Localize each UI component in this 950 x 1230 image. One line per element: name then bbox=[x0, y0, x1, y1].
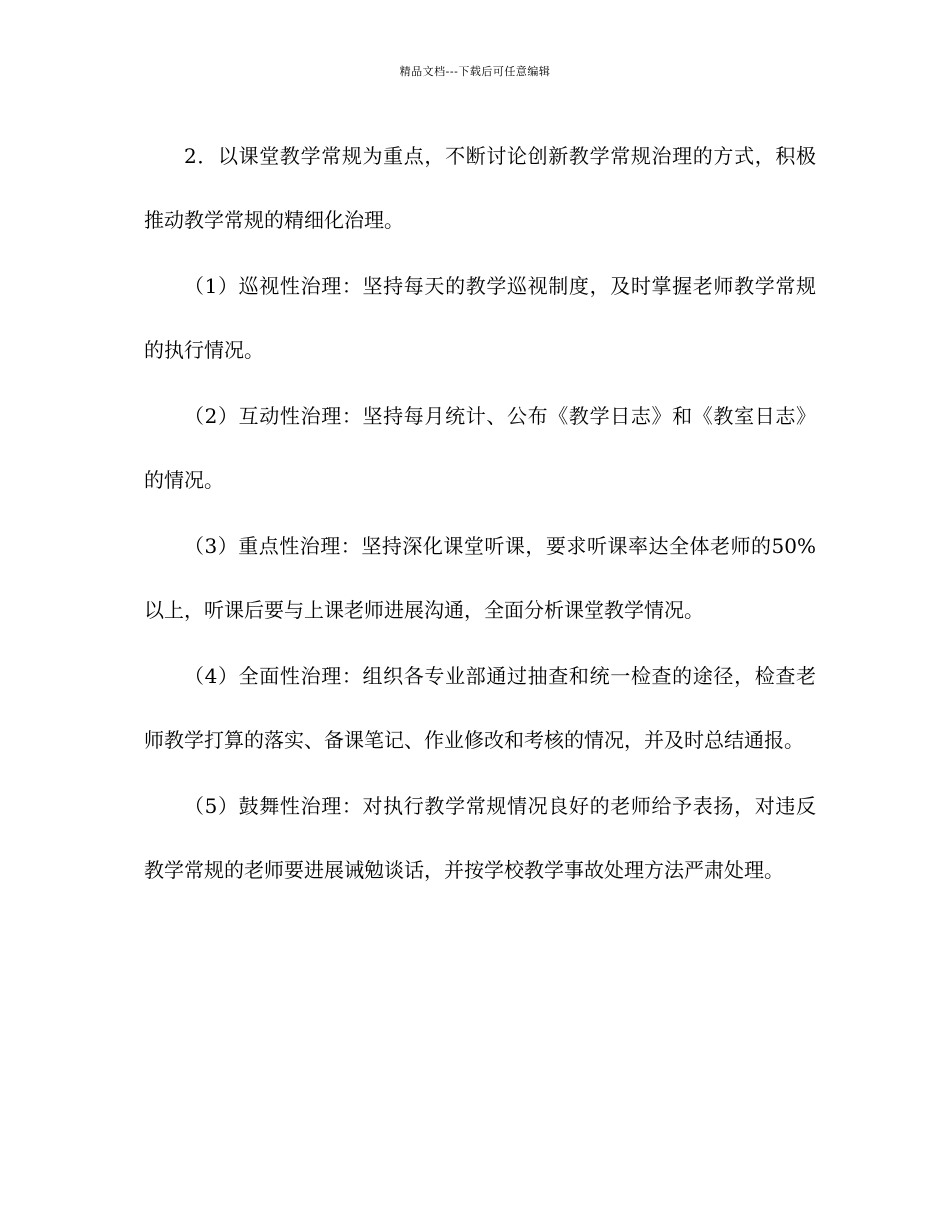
paragraph-item-comprehensive: （4）全面性治理：组织各专业部通过抽查和统一检查的途径，检查老师教学打算的落实、备课笔记、作业修改和考核的情况，并及时总结通报。 bbox=[144, 664, 816, 752]
paragraph-item-2: 2．以课堂教学常规为重点，不断讨论创新教学常规治理的方式，积极推动教学常规的精细化治理。 bbox=[144, 144, 816, 232]
document-body bbox=[144, 124, 816, 902]
paragraph-item-incentive: （5）鼓舞性治理：对执行教学常规情况良好的老师给予表扬，对违反教学常规的老师要进展诫勉谈话，并按学校教学事故处理方法严肃处理。 bbox=[144, 794, 816, 882]
paragraph-item-interactive: （2）互动性治理：坚持每月统计、公布《教学日志》和《教室日志》的情况。 bbox=[144, 404, 816, 492]
page-header: 精品文档---下载后可任意编辑 bbox=[399, 65, 551, 78]
paragraph-item-patrol: （1）巡视性治理：坚持每天的教学巡视制度，及时掌握老师教学常规的执行情况。 bbox=[144, 274, 816, 362]
paragraph-item-focus: （3）重点性治理：坚持深化课堂听课，要求听课率达全体老师的50%以上，听课后要与上课老师进展沟通，全面分析课堂教学情况。 bbox=[144, 534, 816, 622]
